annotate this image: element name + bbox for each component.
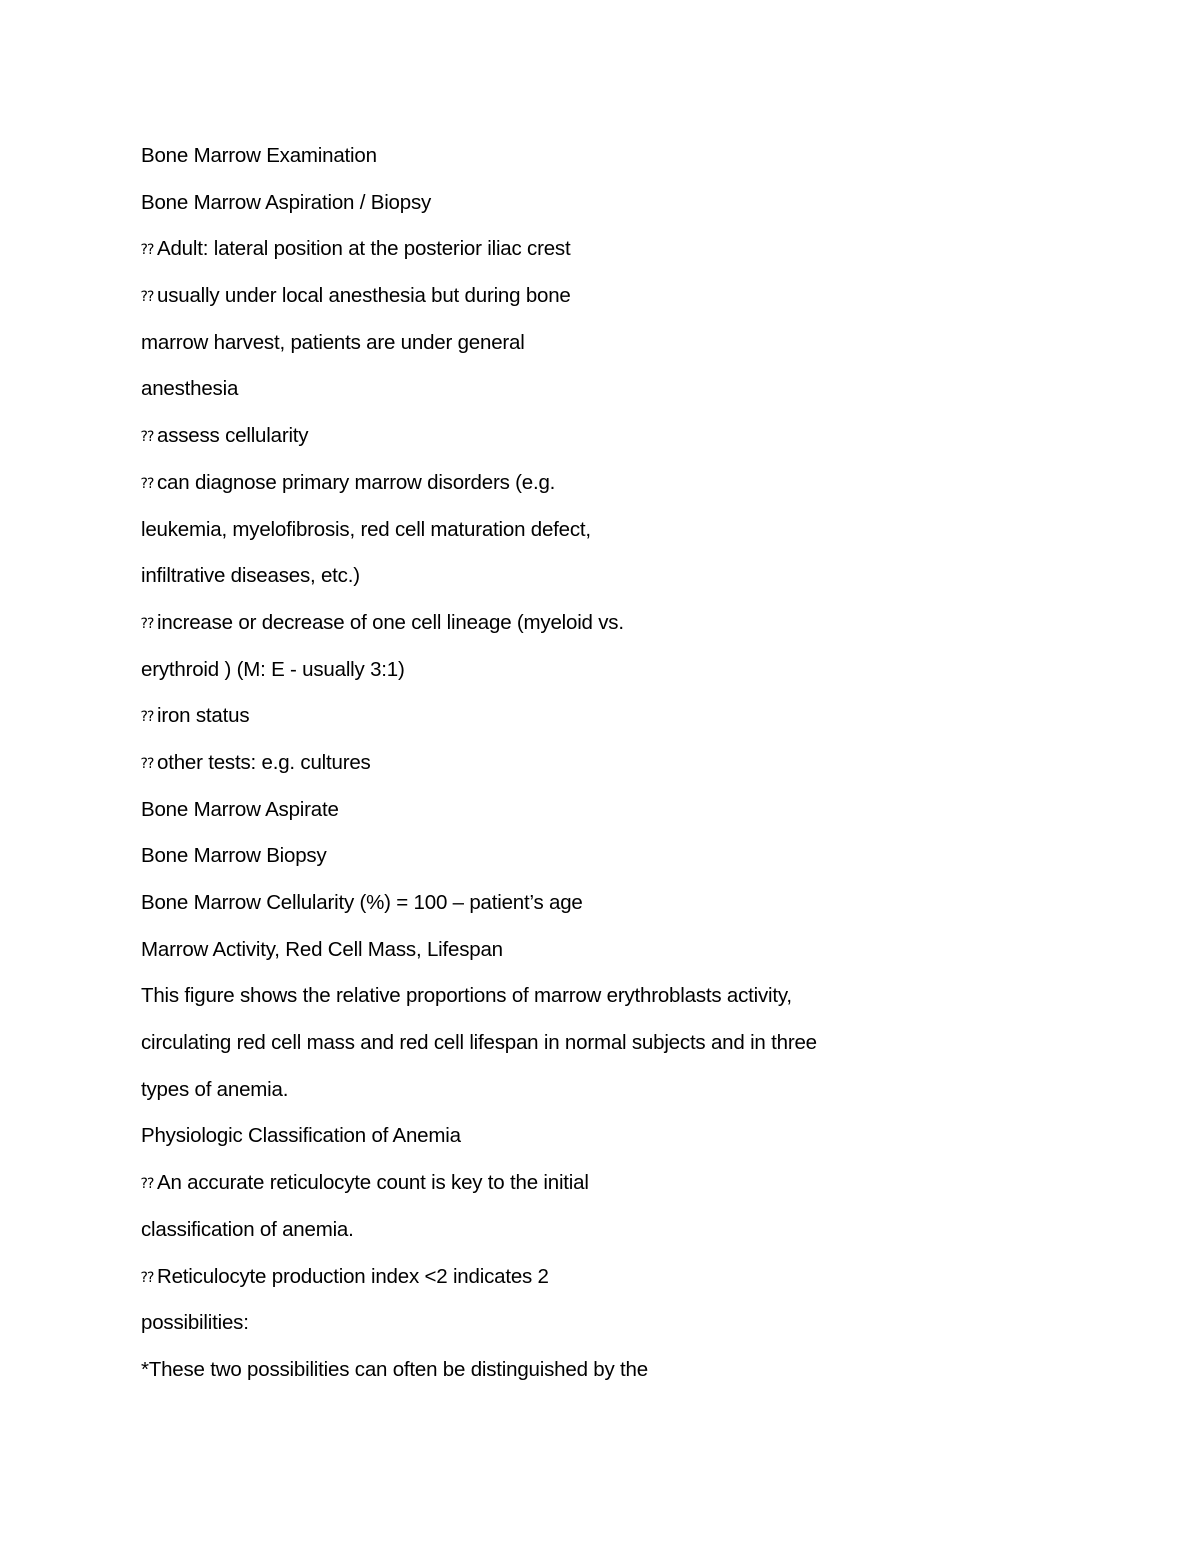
document-line bbox=[141, 1355, 1041, 1402]
line-text: Reticulocyte production index <2 indicates 2 bbox=[157, 1264, 549, 1288]
line-text: usually under local anesthesia but during bone bbox=[157, 284, 571, 308]
line-text: Bone Marrow Aspirate bbox=[141, 797, 339, 821]
line-text: *These two possibilities can often be distinguished by the bbox=[141, 1357, 648, 1381]
bullet-glyph: ⁇ bbox=[141, 755, 154, 772]
line-text: types of anemia. bbox=[141, 1077, 289, 1101]
document-line bbox=[141, 981, 1041, 1028]
line-text: possibilities: bbox=[141, 1311, 249, 1335]
line-text: Bone Marrow Biopsy bbox=[141, 844, 327, 868]
line-text: circulating red cell mass and red cell lifespan in normal subjects and in three bbox=[141, 1031, 817, 1055]
document-body bbox=[141, 141, 1041, 1402]
line-text: An accurate reticulocyte count is key to the initial bbox=[157, 1171, 589, 1195]
document-line bbox=[141, 888, 1041, 935]
bullet-glyph: ⁇ bbox=[141, 1176, 154, 1193]
document-line bbox=[141, 468, 1041, 515]
line-text: Bone Marrow Examination bbox=[141, 144, 377, 167]
line-text: Bone Marrow Aspiration / Biopsy bbox=[141, 190, 432, 214]
document-line bbox=[141, 795, 1041, 842]
line-text: Physiologic Classification of Anemia bbox=[141, 1124, 461, 1148]
document-line bbox=[141, 328, 1041, 375]
document-line bbox=[141, 1308, 1041, 1355]
document-line bbox=[141, 608, 1041, 655]
line-text: iron status bbox=[157, 704, 250, 728]
line-text: anesthesia bbox=[141, 377, 239, 401]
document-line bbox=[141, 234, 1041, 281]
line-text: leukemia, myelofibrosis, red cell maturation defect, bbox=[141, 517, 591, 541]
bullet-glyph: ⁇ bbox=[141, 242, 154, 259]
bullet-glyph: ⁇ bbox=[141, 475, 154, 492]
line-text: Adult: lateral position at the posterior iliac crest bbox=[157, 237, 571, 261]
line-text: Bone Marrow Cellularity (%) = 100 – patient’s age bbox=[141, 891, 583, 914]
document-line bbox=[141, 188, 1041, 235]
bullet-glyph: ⁇ bbox=[141, 429, 154, 446]
document-line bbox=[141, 935, 1041, 982]
line-text: assess cellularity bbox=[157, 424, 309, 448]
line-text: classification of anemia. bbox=[141, 1217, 354, 1241]
bullet-glyph: ⁇ bbox=[141, 289, 154, 306]
line-text: Marrow Activity, Red Cell Mass, Lifespan bbox=[141, 937, 503, 961]
document-line bbox=[141, 561, 1041, 608]
document-line bbox=[141, 515, 1041, 562]
document-line bbox=[141, 841, 1041, 888]
bullet-glyph: ⁇ bbox=[141, 1269, 154, 1286]
document-line bbox=[141, 141, 1041, 188]
document-line bbox=[141, 421, 1041, 468]
document-line bbox=[141, 374, 1041, 421]
document-line bbox=[141, 701, 1041, 748]
line-text: other tests: e.g. cultures bbox=[157, 750, 371, 774]
line-text: can diagnose primary marrow disorders (e.g. bbox=[157, 470, 556, 494]
document-line bbox=[141, 1168, 1041, 1215]
line-text: infiltrative diseases, etc.) bbox=[141, 564, 360, 588]
document-line bbox=[141, 281, 1041, 328]
document-line bbox=[141, 655, 1041, 702]
line-text: increase or decrease of one cell lineage (myeloid vs. bbox=[157, 610, 624, 634]
document-line bbox=[141, 1121, 1041, 1168]
line-text: erythroid ) (M: E - usually 3:1) bbox=[141, 657, 405, 681]
document-line bbox=[141, 1215, 1041, 1262]
document-line bbox=[141, 1075, 1041, 1122]
line-text: marrow harvest, patients are under general bbox=[141, 330, 525, 354]
document-line bbox=[141, 748, 1041, 795]
line-text: This figure shows the relative proportions of marrow erythroblasts activity, bbox=[141, 984, 792, 1008]
bullet-glyph: ⁇ bbox=[141, 615, 154, 632]
bullet-glyph: ⁇ bbox=[141, 709, 154, 726]
document-line bbox=[141, 1262, 1041, 1309]
document-line bbox=[141, 1028, 1041, 1075]
